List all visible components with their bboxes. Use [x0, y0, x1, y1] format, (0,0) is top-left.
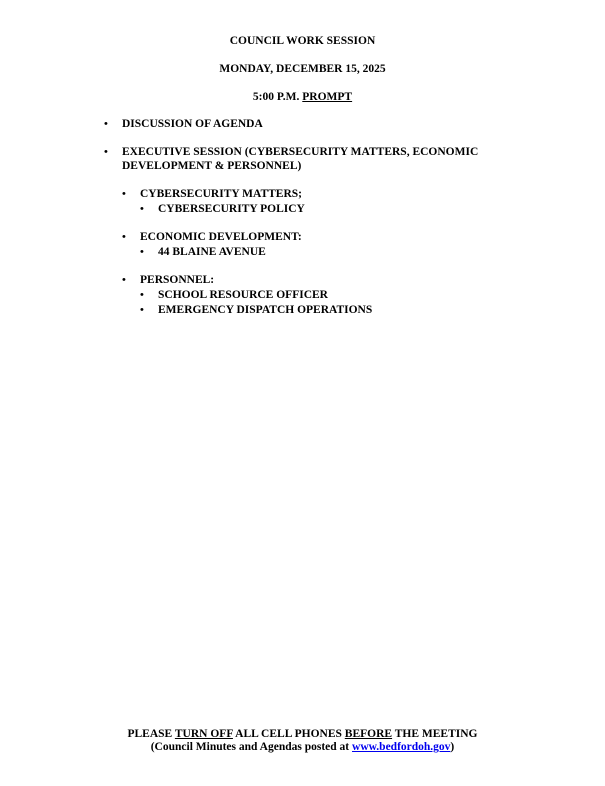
- bullet-icon: •: [104, 118, 108, 130]
- bullet-icon: •: [122, 274, 126, 286]
- bullet-icon: •: [140, 289, 144, 301]
- section-personnel: PERSONNEL:: [140, 274, 215, 286]
- bullet-icon: •: [140, 304, 144, 316]
- footer-text: ALL CELL PHONES: [235, 728, 342, 740]
- footer-text: THE MEETING: [394, 728, 478, 740]
- agenda-item-executive-session: EXECUTIVE SESSION (CYBERSECURITY MATTERS, ECONOMIC DEVELOPMENT & PERSONNEL): [122, 146, 479, 172]
- meeting-date: MONDAY, DECEMBER 15, 2025: [219, 63, 386, 75]
- section-economic-development: ECONOMIC DEVELOPMENT:: [140, 231, 302, 243]
- bullet-icon: •: [122, 188, 126, 200]
- section-cybersecurity: CYBERSECURITY MATTERS;: [140, 188, 302, 200]
- footer-notice: [0, 727, 605, 741]
- bullet-icon: •: [140, 203, 144, 215]
- footer-emphasis-before: BEFORE: [344, 728, 393, 740]
- footer-emphasis-turn-off: TURN OFF: [174, 728, 233, 740]
- bullet-icon: •: [104, 146, 108, 158]
- subitem-emergency-dispatch: EMERGENCY DISPATCH OPERATIONS: [158, 304, 373, 316]
- subitem-blaine-avenue: 44 BLAINE AVENUE: [158, 246, 266, 258]
- meeting-time-value: 5:00 P.M.: [252, 91, 300, 103]
- subitem-school-resource-officer: SCHOOL RESOURCE OFFICER: [158, 289, 328, 301]
- meeting-time-emphasis: PROMPT: [302, 91, 353, 103]
- subitem-cybersecurity-policy: CYBERSECURITY POLICY: [158, 203, 305, 215]
- website-link[interactable]: www.bedfordoh.gov: [352, 741, 451, 753]
- footer-posting-close: ): [450, 741, 455, 753]
- meeting-time: [0, 90, 605, 104]
- footer-posting-text: (Council Minutes and Agendas posted at: [150, 741, 350, 753]
- footer-posting-note: [0, 740, 605, 754]
- bullet-icon: •: [122, 231, 126, 243]
- page-title: COUNCIL WORK SESSION: [229, 35, 376, 47]
- bullet-icon: •: [140, 246, 144, 258]
- footer-text: PLEASE: [127, 728, 173, 740]
- agenda-item-discussion: DISCUSSION OF AGENDA: [122, 118, 263, 130]
